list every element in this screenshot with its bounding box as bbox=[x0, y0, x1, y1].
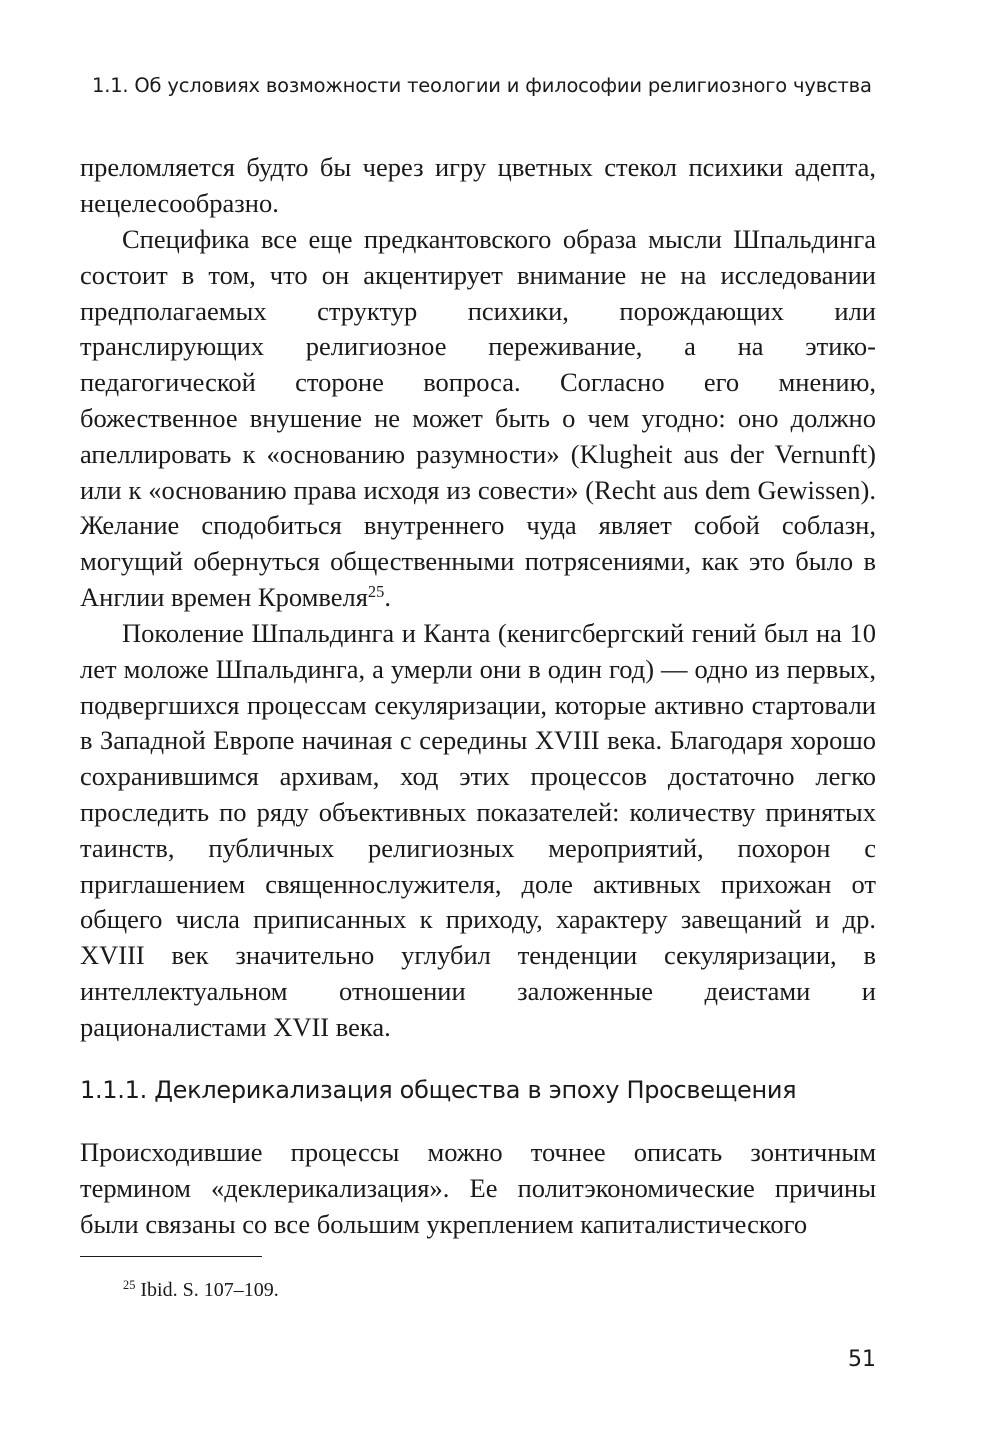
paragraph-spalding-specifics bbox=[80, 222, 876, 616]
running-head: 1.1. Об условиях возможности теологии и философии религиозного чувства bbox=[92, 74, 872, 97]
footnote bbox=[123, 1279, 279, 1302]
paragraph-text: Происходившие процессы можно точнее описать зонтичным термином «деклерикализация». Ее политэкономические причины были связаны со все большим укреплением капиталистического bbox=[80, 1137, 876, 1239]
paragraph-text-body: Специфика все еще предкантовского образа мысли Шпальдинга состоит в том, что он акцентирует внимание не на исследовании предполагаемых структур психики, порождающих или транслирующих религиозное переживание, а на этико-педагогической стороне вопроса. Согласно его мнению, божественное внушение не может быть о чем угодно: оно должно апеллировать к «основанию разумности» (Klugheit aus der Vernunft) или к «основанию права исходя из совести» (Recht aus dem Gewissen). Желание сподобиться внутреннего чуда являет собой соблазн, могущий обернуться общественными потрясениями, как это было в Англии времен Кромвеля bbox=[80, 224, 876, 612]
paragraph-continuation bbox=[80, 150, 876, 222]
page-number: 51 bbox=[848, 1347, 876, 1372]
footnote-number: 25 bbox=[123, 1278, 136, 1293]
paragraph-text: Поколение Шпальдинга и Канта (кенигсбергский гений был на 10 лет моложе Шпальдинга, а умерли они в один год) — одно из первых, подвергшихся процессам секуляризации, которые активно стартовали в Западной Европе начиная с середины XVIII века. Благодаря хорошо сохранившимся архивам, ход этих процессов достаточно легко проследить по ряду объективных показателей: количеству принятых таинств, публичных религиозных мероприятий, похорон с приглашением священнослужителя, доле активных прихожан от общего числа приписанных к приходу, характеру завещаний и др. XVIII век значительно углубил тенденции секуляризации, в интеллектуальном отношении заложенные деистами и рационалистами XVII века. bbox=[80, 618, 876, 1042]
paragraph-text bbox=[80, 222, 876, 616]
section-heading: 1.1.1. Деклерикализация общества в эпоху Просвещения bbox=[80, 1076, 797, 1104]
paragraph-text: преломляется будто бы через игру цветных стекол психики адепта, нецелесообразно. bbox=[80, 152, 876, 218]
paragraph-declericalization bbox=[80, 1135, 876, 1242]
footnote-reference[interactable]: 25 bbox=[367, 581, 385, 601]
paragraph-end-punctuation: . bbox=[384, 581, 391, 612]
footnote-text: Ibid. S. 107–109. bbox=[140, 1279, 279, 1301]
paragraph-secularization bbox=[80, 616, 876, 1046]
footnote-divider bbox=[80, 1256, 262, 1257]
